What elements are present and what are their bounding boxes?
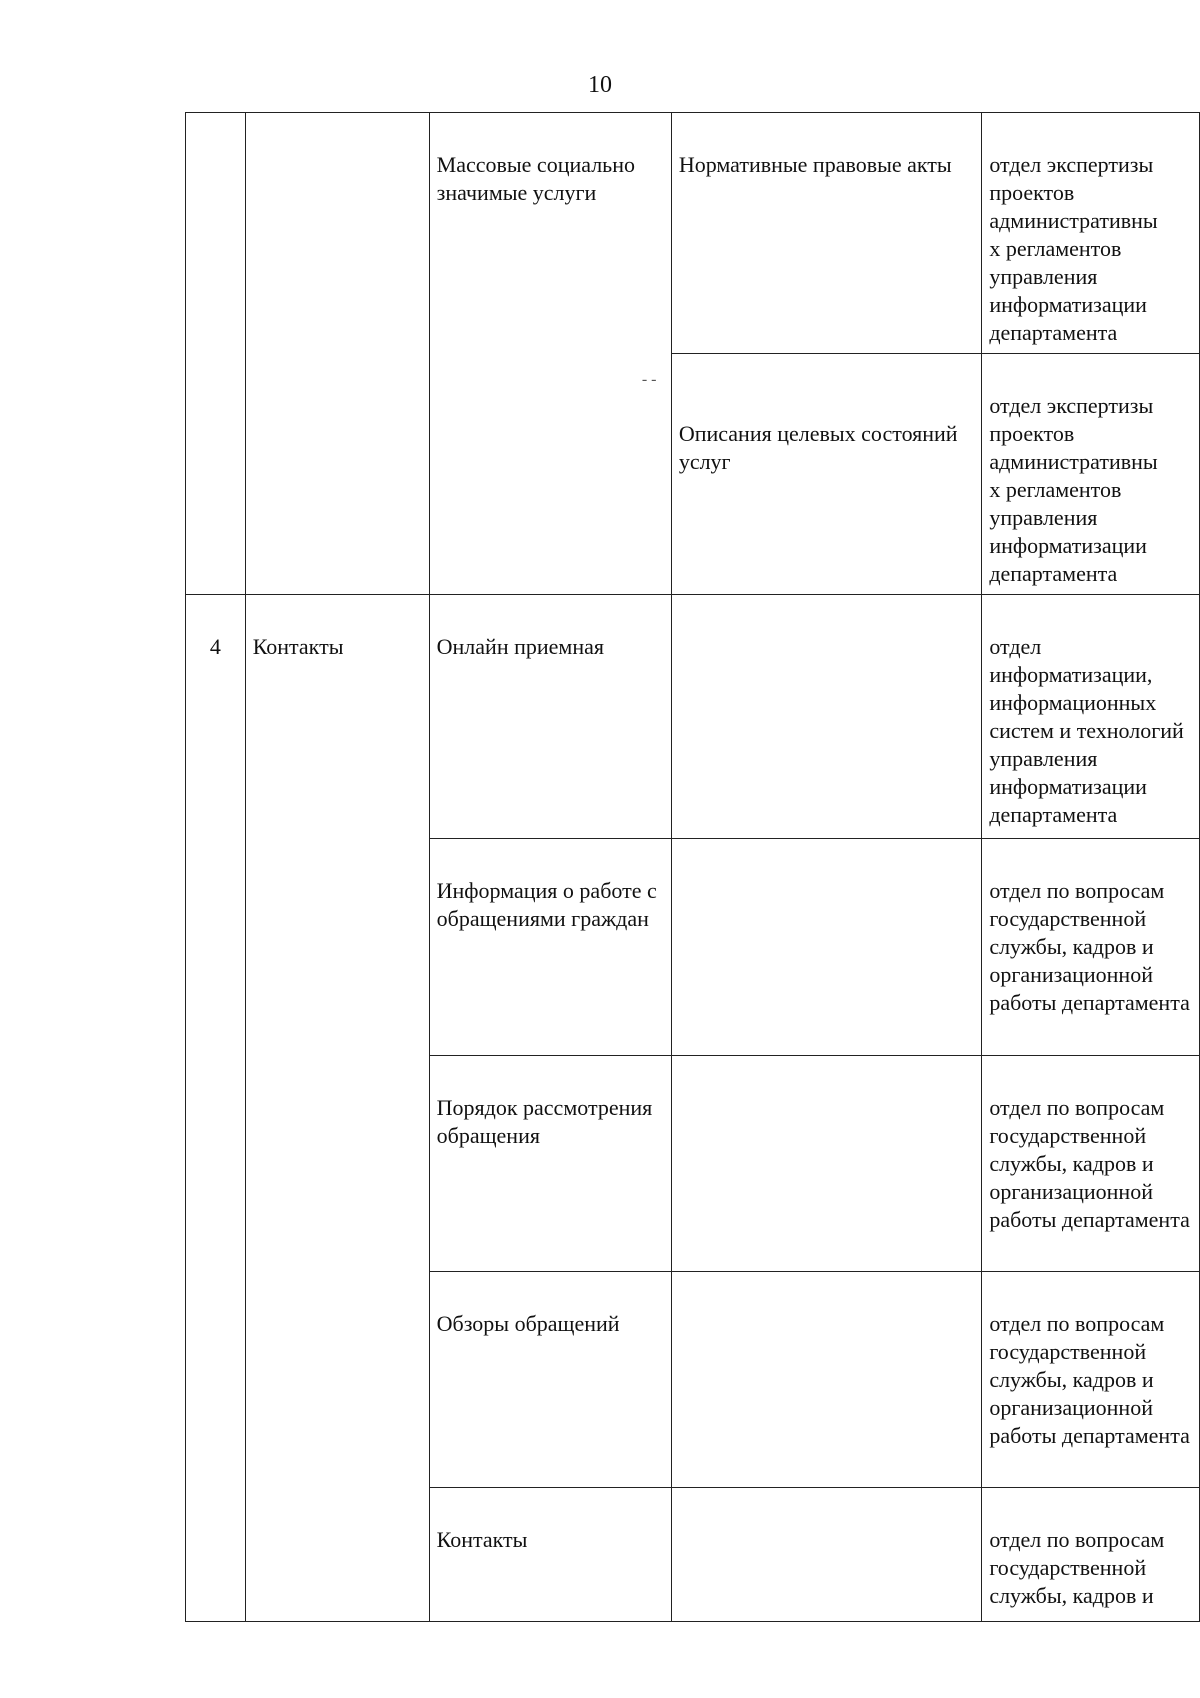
- material-cell: [671, 1272, 982, 1488]
- responsible-cell: [982, 1272, 1200, 1488]
- subsection-cell: [429, 839, 671, 1056]
- material-cell: [671, 1056, 982, 1272]
- responsible-text: отдел по вопросам государственной службы, кадров и: [989, 1527, 1165, 1608]
- subsection-cell: [429, 1056, 671, 1272]
- subsection-text: Обзоры обращений: [436, 1311, 620, 1336]
- responsible-text: отдел по вопросам государственной службы, кадров и организационной работы департамента: [989, 1311, 1190, 1448]
- responsible-text: отдел информатизации, информационных систем и технологий управления информатизации департамента: [989, 634, 1184, 827]
- section-name: Контакты: [252, 634, 344, 659]
- sections-table: [185, 112, 1200, 1622]
- responsible-cell: [982, 1488, 1200, 1622]
- responsible-cell: [982, 113, 1200, 354]
- subsection-text: Массовые социально значимые услуги: [436, 152, 635, 205]
- page-number: 10: [588, 72, 612, 98]
- responsible-cell: [982, 595, 1200, 839]
- material-text: Нормативные правовые акты: [678, 152, 952, 177]
- subsection-text: Онлайн приемная: [436, 634, 604, 659]
- responsible-text: отдел по вопросам государственной службы, кадров и организационной работы департамента: [989, 1095, 1190, 1232]
- subsection-text: Контакты: [436, 1527, 528, 1552]
- material-cell: [641, 354, 982, 595]
- subsection-text: Порядок рассмотрения обращения: [436, 1095, 653, 1148]
- section-number-cell: [186, 595, 246, 1622]
- number-cell-empty: [186, 113, 246, 595]
- material-cell: [671, 113, 982, 354]
- responsible-cell: [982, 839, 1200, 1056]
- responsible-cell: [982, 354, 1200, 595]
- material-cell: [671, 595, 982, 839]
- table-row: [186, 595, 1200, 839]
- material-text: Описания целевых состояний услуг: [678, 421, 958, 474]
- responsible-text: отдел по вопросам государственной службы, кадров и организационной работы департамента: [989, 878, 1190, 1015]
- subsection-cell: [429, 595, 671, 839]
- table-row: [186, 113, 1200, 354]
- subsection-cell: [429, 113, 671, 595]
- dash-mark: - -: [641, 371, 657, 388]
- subsection-cell: [429, 1488, 671, 1622]
- responsible-text: отдел экспертизы проектов административны х регламентов управления информатизации департамента: [989, 393, 1158, 586]
- section-name-cell-empty: [245, 113, 429, 595]
- material-cell: [671, 1488, 982, 1622]
- material-cell: [671, 839, 982, 1056]
- section-name-cell: [245, 595, 429, 1622]
- section-number: 4: [209, 634, 221, 659]
- responsible-text: отдел экспертизы проектов административны х регламентов управления информатизации департамента: [989, 152, 1158, 345]
- responsible-cell: [982, 1056, 1200, 1272]
- subsection-text: Информация о работе с обращениями граждан: [436, 878, 657, 931]
- subsection-cell: [429, 1272, 671, 1488]
